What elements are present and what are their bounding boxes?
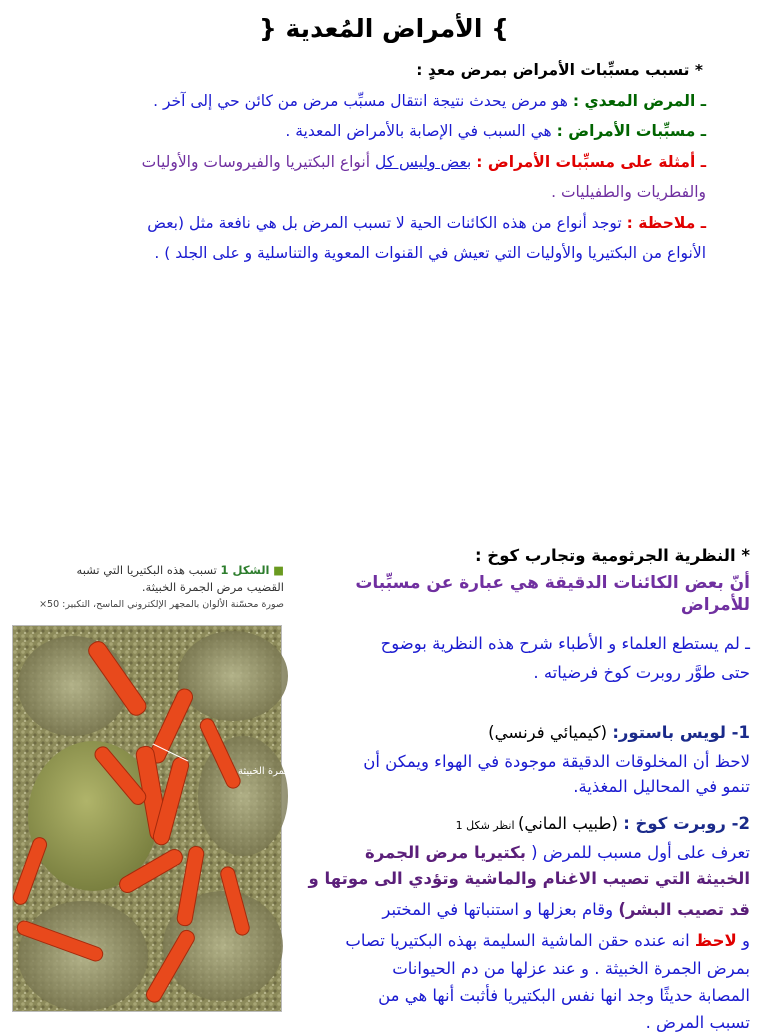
note-text-2: الأنواع من البكتيريا والأوليات التي تعيش في القنوات المعوية والتناسلية و على الجلد ) . xyxy=(154,244,706,262)
koch-number: 2- xyxy=(731,814,750,833)
bacteria-illustration xyxy=(13,626,297,1011)
examples-text-2: والفطريات والطفيليات . xyxy=(551,183,706,201)
term-note: ـ ملاحظة : xyxy=(626,214,706,232)
figure-label: الشكل 1 xyxy=(220,563,270,577)
koch-text-3a: قد تصيب البشر) xyxy=(618,900,750,919)
koch-text-3b: وقام بعزلها و استنباتها في المختبر xyxy=(382,900,619,919)
koch-line-5: بمرض الجمرة الخبيثة . و عند عزلها من دم الحيوانات xyxy=(392,959,750,978)
pasteur-line-2: تنمو في المحاليل المغذية. xyxy=(573,777,750,796)
koch-observed: لاحظ xyxy=(694,931,737,950)
koch-line-1 xyxy=(295,842,750,864)
pasteur-number: 1- xyxy=(731,723,750,742)
text-pathogens: هي السبب في الإصابة بالأمراض المعدية . xyxy=(285,122,557,140)
note-text-1: توجد أنواع من هذه الكائنات الحية لا تسبب المرض بل هي نافعة مثل (بعض xyxy=(147,214,627,232)
caption-line-3: صورة محسّنة الألوان بالمجهر الإلكتروني الماسح، التكبير: 50× xyxy=(39,599,284,610)
text-infectious-disease: هو مرض يحدث نتيجة انتقال مسبِّب مرض من كائن حي إلى آخر . xyxy=(153,92,573,110)
p1-line-1: ـ لم يستطع العلماء و الأطباء شرح هذه النظرية بوضوح xyxy=(380,634,750,653)
examples-text-1: أنواع البكتيريا والفيروسات والأوليات xyxy=(141,153,375,171)
koch-heading xyxy=(295,813,750,837)
caption-text-1: تسبب هذه البكتيريا التي تشبه xyxy=(76,563,221,577)
koch-text-1: تعرف على أول مسبب للمرض ( xyxy=(525,843,750,862)
examples-line-2 xyxy=(28,182,706,203)
caption-line-1 xyxy=(12,562,284,579)
koch-text-4a: و xyxy=(736,931,750,950)
koch-name: روبرت كوخ : xyxy=(623,814,732,833)
koch-line-3 xyxy=(295,899,750,921)
koch-role: (طبيب الماني) xyxy=(518,814,624,833)
figure-caption xyxy=(12,562,284,613)
pasteur-heading xyxy=(295,722,750,744)
note-line-2 xyxy=(28,243,706,264)
germ-theory-principle: أنّ بعض الكائنات الدقيقة هي عبارة عن مسبِّبات للأمراض xyxy=(355,573,750,615)
pasteur-role: (كيميائي فرنسي) xyxy=(488,723,613,742)
koch-line-6: المصابة حديثًا وجد انها نفس البكتيريا فأثبت أنها هي من xyxy=(378,986,750,1005)
note-line-1 xyxy=(28,213,706,234)
pasteur-name: لويس باستور: xyxy=(612,723,732,742)
koch-bacteria-name: بكتيريا مرض الجمرة xyxy=(365,843,526,862)
intro-line xyxy=(28,60,703,81)
examples-underline: بعض وليس كل xyxy=(374,153,472,171)
germ-theory-heading: * النظرية الجرثومية وتجارب كوخ : xyxy=(474,546,750,565)
examples-pathogens xyxy=(28,152,706,173)
p1-line-2: حتى طوَّر روبرت كوخ فرضياته . xyxy=(533,663,750,682)
page-title: } الأمراض المُعدية { xyxy=(259,14,509,43)
caption-line-2: القضيب مرض الجمرة الخبيثة. xyxy=(141,580,284,594)
intro-text: * تسبب مسبِّبات الأمراض بمرض معدٍ : xyxy=(416,61,703,79)
term-infectious-disease: ـ المرض المعدي : xyxy=(572,92,706,110)
koch-text-4c: انه عنده حقن الماشية السليمة بهذه البكتيريا تصاب xyxy=(345,931,695,950)
term-pathogens: ـ مسبِّبات الأمراض : xyxy=(556,122,706,140)
term-examples: ـ أمثلة على مسبِّبات الأمراض : xyxy=(476,153,706,171)
definition-infectious-disease xyxy=(28,91,706,112)
koch-line-2: الخبيثة التي تصيب الاغنام والماشية وتؤدي الى موتها و xyxy=(308,869,750,888)
figure-annotation: الجمرة الخبيثة xyxy=(238,766,297,777)
pasteur-line-1: لاحظ أن المخلوقات الدقيقة موجودة في الهواء ويمكن أن xyxy=(363,752,750,771)
koch-line-4 xyxy=(295,930,750,952)
koch-figure-ref: انظر شكل 1 xyxy=(455,819,518,832)
caption-marker: ■ xyxy=(273,563,284,577)
anthrax-microscope-image xyxy=(12,625,297,1012)
definition-pathogens xyxy=(28,121,706,142)
koch-line-7: تسبب المرض . xyxy=(645,1013,750,1032)
